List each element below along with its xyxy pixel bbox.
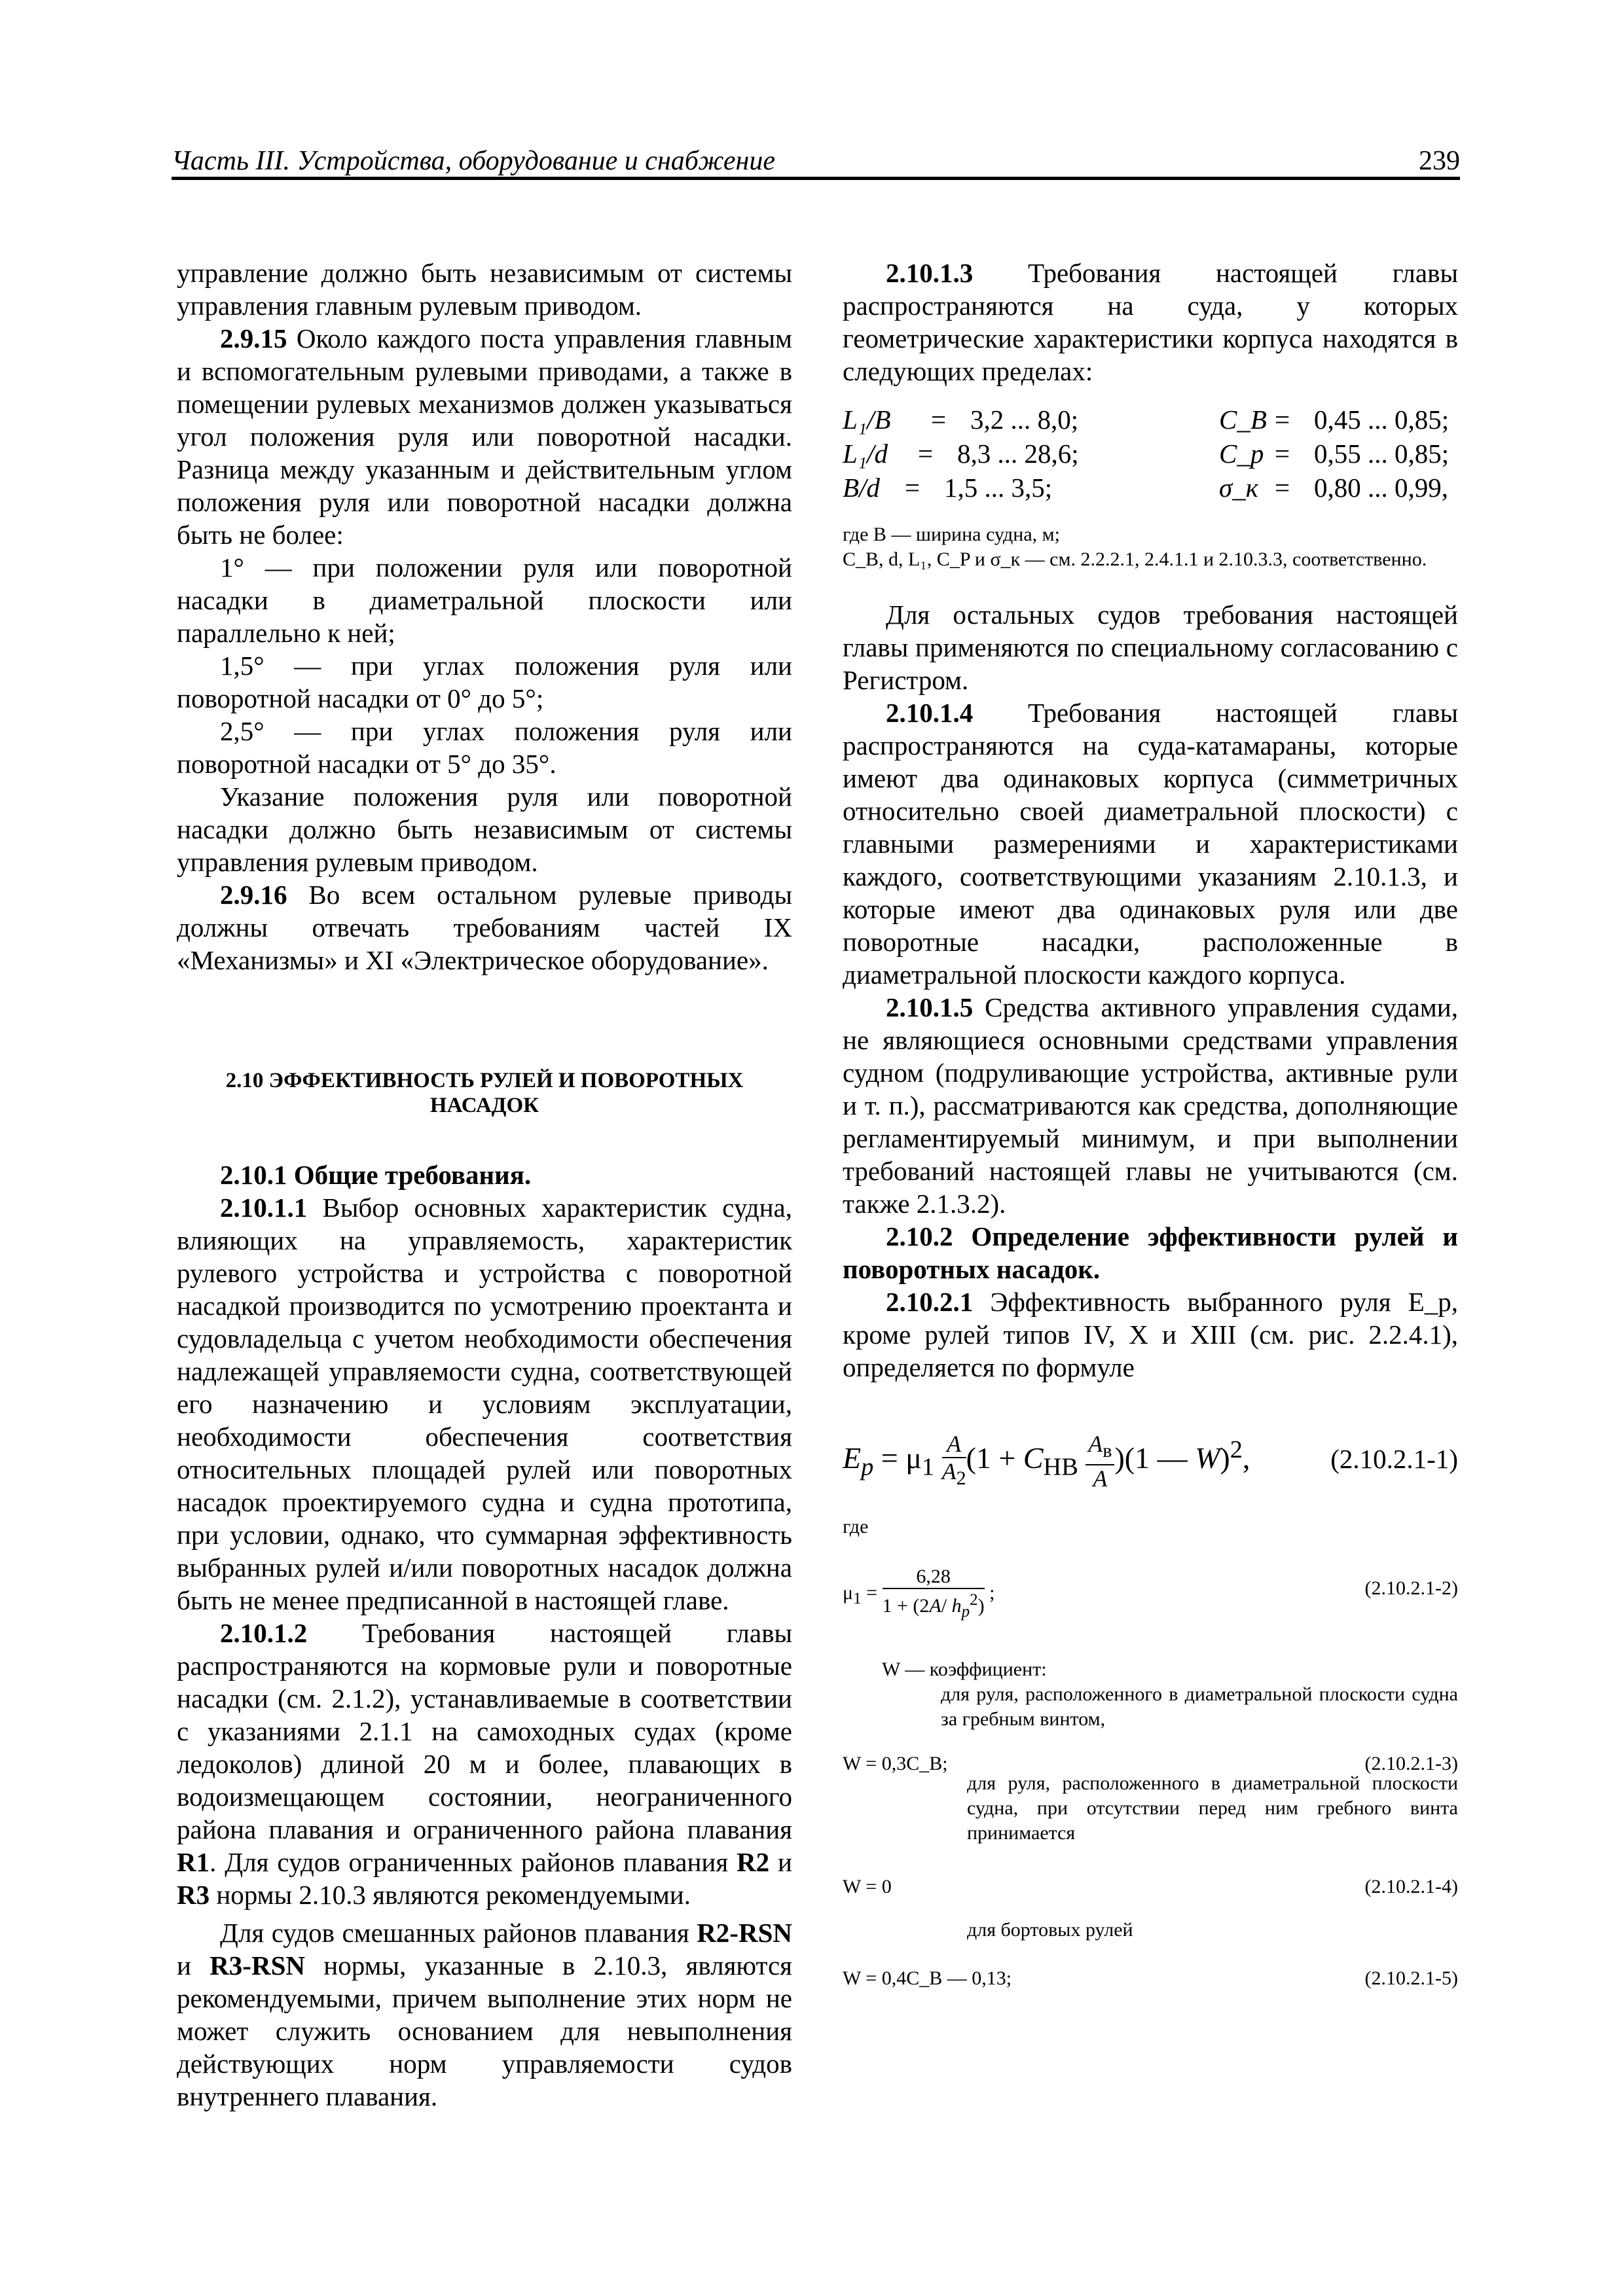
area-r2: R2 [737, 1847, 770, 1877]
paragraph-text: Выбор основных характеристик судна, влияющих на управляемость, характеристик рулевого устройства и устройства с поворотной насадкой производится по усмотрению проектанта и судовладельца с учетом необходимости обеспечения надлежащей управляемости судна, соответствующей его назначению и условиям эксплуатации, необходимости обеспечения соответствия относительных площадей рулей или поворотных насадок проектируемого судна и судна прототипа, при условии, однако, что суммарная эффективность выбранных рулей и/или поворотных насадок должна быть не менее предписанной в настоящей главе. [177, 1193, 792, 1615]
paragraph-text: Средства активного управления судами, не являющиеся основными средствами управления судном (подруливающие устройства, активные рули и т. п.), рассматриваются как средства, дополняющие регламентируемый минимум, и при выполнении требований настоящей главы не учитываются (см. также 2.1.3.2). [843, 992, 1458, 1219]
clause-number: 2.9.16 [220, 880, 287, 910]
range-value: 0,55 ... 0,85; [1314, 439, 1450, 469]
paragraph: Для остальных судов требования настоящей главы применяются по специальному согласованию с Регистром. [843, 600, 1458, 695]
formula-number: (2.10.2.1-1) [1330, 1444, 1458, 1474]
clause-number: 2.10.2.1 [886, 1287, 974, 1317]
where-note: C_B, d, L₁, C_P и σ_к — см. 2.2.2.1, 2.4.1.1 и 2.10.3.3, соответственно. [843, 548, 1427, 570]
formula-line [843, 1741, 1458, 1779]
formula-rudder-efficiency [843, 1416, 1458, 1501]
formula-number: (2.10.2.1-5) [1364, 1967, 1458, 1989]
range-lhs: L₁/B [843, 404, 891, 435]
formula-expression: $E_p = \mu_1$ $\frac{A}{A_2}$ ($1 + C_{НВ}$ $\frac{A_в}{A}$ )(1 — W)$^2$, [843, 1431, 1250, 1492]
range-eq: = [1275, 473, 1290, 503]
range-eq: = [931, 404, 947, 435]
area-r3-rsn: R3-RSN [210, 1950, 305, 1981]
paragraph-text: Требования настоящей главы распространяются на суда-катамараны, которые имеют два одинаковых корпуса (симметричных относительно своей диаметральной плоскости) с главными размерениями и характеристиками каждого, соответствующими указаниям 2.10.1.3, и которые имеют два одинаковых руля или две поворотные насадки, расположенные в диаметральной плоскости каждого корпуса. [843, 698, 1458, 990]
clause-number: 2.10.1.1 [220, 1193, 308, 1223]
paragraph-text: Эффективность выбранного руля E_p, кроме рулей типов IV, X и XIII (см. рис. 2.2.4.1), определяется по формуле [843, 1287, 1458, 1382]
paragraph-text: нормы, указанные в 2.10.3, являются рекомендуемыми, причем выполнение этих норм не может служить основанием для невыполнения действующих норм управляемости судов внутреннего плавания. [177, 1950, 792, 2111]
formula-mu [843, 1546, 1458, 1621]
range-value: 3,2 ... 8,0; [970, 404, 1079, 435]
paragraph-text: Требования настоящей главы распространяются на суда, у которых геометрические характеристики корпуса находятся в следующих пределах: [843, 258, 1458, 386]
range-lhs: B/d [843, 473, 880, 503]
range-lhs: C_B [1219, 404, 1267, 435]
formula-number: (2.10.2.1-3) [1364, 1753, 1458, 1774]
fraction: $\frac{A}{A_2}$ [941, 1431, 966, 1490]
list-item: 1° — при положении руля или поворотной насадки в диаметральной плоскости или параллельно к ней; [177, 552, 792, 648]
coefficient-text: для руля, расположенного в диаметральной плоскости судна, при отсутствии перед ним гребного винта принимается [967, 1772, 1458, 1844]
formula-line [843, 1864, 1458, 1902]
paragraph: управление должно быть независимым от системы управления главным рулевым приводом. [177, 258, 792, 321]
where-label: где [843, 1516, 869, 1537]
range-eq: = [1275, 404, 1290, 435]
range-lhs: L₁/d [843, 439, 888, 469]
list-item: 2,5° — при углах положения руля или поворотной насадки от 5° до 35°. [177, 716, 792, 779]
clause-number: 2.10.1.4 [886, 698, 974, 728]
clause-number: 2.9.15 [220, 323, 287, 353]
paragraph-text: Требования настоящей главы распространяются на кормовые рули и поворотные насадки (см. 2.1.2), устанавливаемые в соответствии с указаниями 2.1.1 на самоходных судах (кроме ледоколов) длиной 20 м и более, плавающих в водоизмещающем состоянии, неограниченного района плавания и ограниченного района плавания [177, 1618, 792, 1844]
coefficient-text: для руля, расположенного в диаметральной плоскости судна за гребным винтом, [941, 1683, 1458, 1730]
range-row [843, 403, 1458, 437]
coefficient-label: W — коэффициент: [882, 1659, 1047, 1680]
area-r1: R1 [177, 1847, 210, 1877]
fraction: $\frac{A_в}{A}$ [1085, 1431, 1114, 1492]
range-row [843, 471, 1458, 505]
range-lhs: C_p [1219, 439, 1264, 469]
header-title: Часть III. Устройства, оборудование и снабжение [172, 146, 775, 176]
formula-number: (2.10.2.1-2) [1364, 1577, 1458, 1599]
paragraph: Указание положения руля или поворотной насадки должно быть независимым от системы управления рулевым приводом. [177, 781, 792, 877]
page-number: 239 [1419, 146, 1460, 176]
where-note: где B — ширина судна, м; [843, 524, 1060, 545]
paragraph-2-10-1-1 [177, 1191, 792, 1617]
paragraph-2-10-1-3 [843, 257, 1458, 387]
formula-number: (2.10.2.1-4) [1364, 1876, 1458, 1897]
formula-expression: W = 0 [843, 1876, 892, 1897]
clause-number: 2.10.1.3 [886, 258, 974, 288]
range-value: 0,45 ... 0,85; [1314, 404, 1450, 435]
subsection-heading: 2.10.2 Определение эффективности рулей и поворотных насадок. [843, 1221, 1458, 1284]
list-item: 1,5° — при углах положения руля или поворотной насадки от 0° до 5°; [177, 651, 792, 713]
area-r3: R3 [177, 1880, 210, 1910]
section-heading: 2.10 ЭФФЕКТИВНОСТЬ РУЛЕЙ И ПОВОРОТНЫХ НАСАДОК [225, 1069, 744, 1117]
formula-expression: W = 0,3C_B; [843, 1753, 948, 1774]
range-value: 0,80 ... 0,99, [1314, 473, 1448, 503]
range-row [843, 437, 1458, 471]
range-table [843, 403, 1458, 505]
range-value: 1,5 ... 3,5; [944, 473, 1053, 503]
paragraph-text: Около каждого поста управления главным и вспомогательным рулевыми приводами, а также в помещении рулевых механизмов должен указываться угол положения руля или поворотной насадки. Разница между указанным и действительным углом положения руля или поворотной насадки должна быть не более: [177, 323, 792, 550]
paragraph-text: Для судов смешанных районов плавания [220, 1918, 697, 1948]
paragraph-text: нормы 2.10.3 являются рекомендуемыми. [210, 1880, 691, 1910]
formula-expression: $\mu_1$ = $\frac{6,28}{1 + (2A/ h_p^2)}$ ; [843, 1566, 994, 1623]
clause-number: 2.10.1.2 [220, 1618, 308, 1648]
paragraph-2-10-1-5 [843, 991, 1458, 1220]
range-eq: = [1275, 439, 1290, 469]
paragraph-text: Во всем остальном рулевые приводы должны отвечать требованиям частей IX «Механизмы» и XI «Электрическое оборудование». [177, 880, 792, 975]
range-value: 8,3 ... 28,6; [957, 439, 1079, 469]
paragraph-text: . Для судов ограниченных районов плавания [210, 1847, 737, 1877]
range-lhs: σ_к [1219, 473, 1258, 503]
paragraph-2-10-1-2 [177, 1617, 792, 1911]
area-r2-rsn: R2-RSN [697, 1918, 792, 1948]
range-eq: = [905, 473, 921, 503]
formula-expression: W = 0,4C_B — 0,13; [843, 1967, 1012, 1989]
formula-line [843, 1956, 1458, 1994]
clause-number: 2.10.1.5 [886, 992, 974, 1022]
coefficient-text: для бортовых рулей [967, 1919, 1133, 1941]
header-rule [172, 177, 1460, 180]
subsection-heading: 2.10.1 Общие требования. [220, 1160, 532, 1190]
right-column [843, 257, 1458, 1994]
paragraph-text: и [769, 1847, 792, 1877]
paragraph-mixed-navigation [177, 1916, 792, 2113]
paragraph-text: и [177, 1950, 210, 1981]
paragraph-2-9-15 [177, 322, 792, 551]
paragraph-2-9-16 [177, 878, 792, 977]
left-column [177, 257, 792, 2113]
paragraph-2-10-1-4 [843, 696, 1458, 991]
fraction: $\frac{6,28}{1 + (2A/ h_p^2)}$ [882, 1566, 985, 1621]
range-eq: = [918, 439, 934, 469]
paragraph-2-10-2-1 [843, 1285, 1458, 1384]
